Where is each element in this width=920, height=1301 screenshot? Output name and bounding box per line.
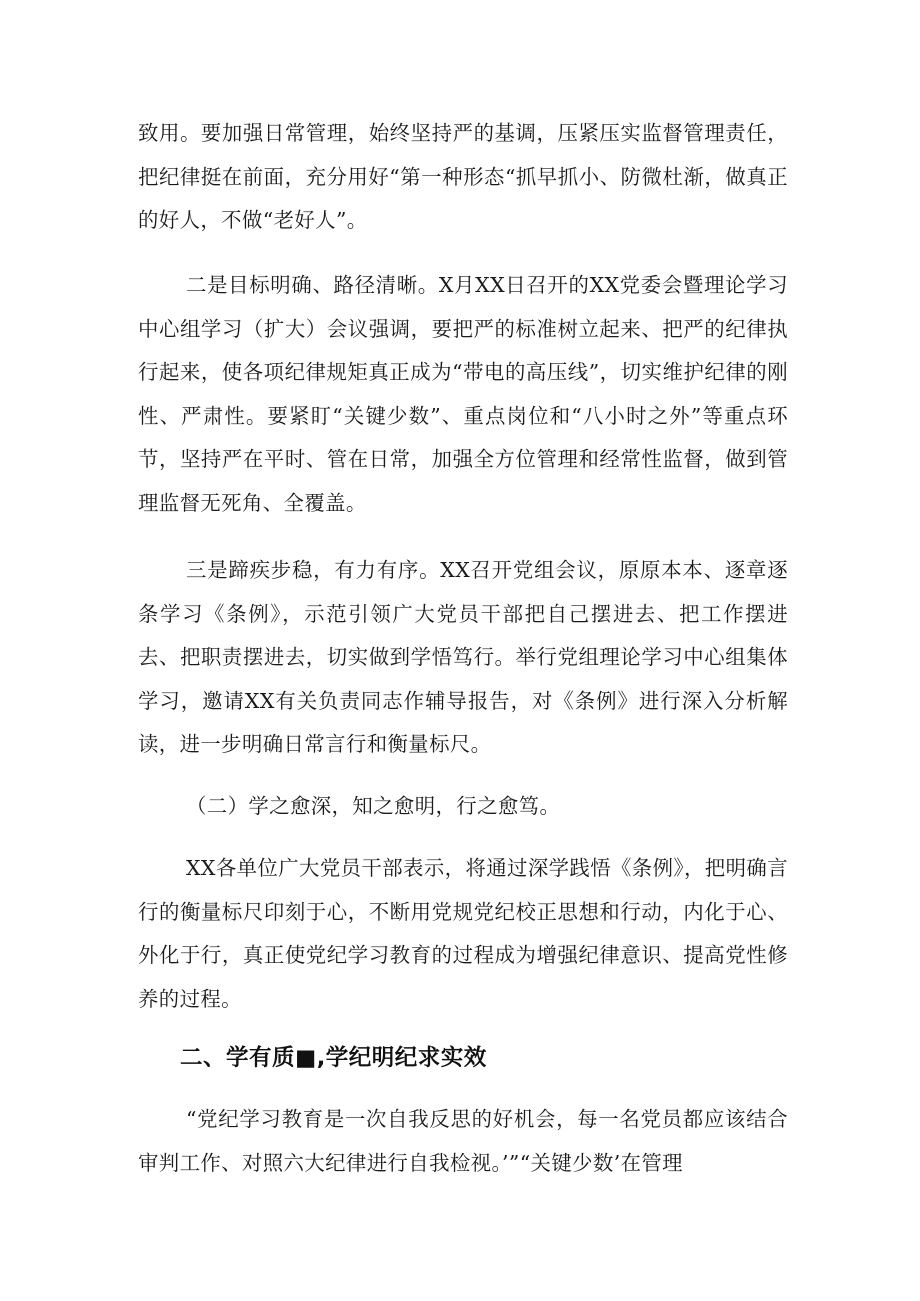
paragraph-members-express: XX各单位广大党员干部表示，将通过深学践悟《条例》，把明确言行的衡量标尺印刻于心，不断用党规党纪校正思想和行动，内化于心、外化于行，真正使党纪学习教育的过程成为增强纪律意识、提高党性修养的过程。	[138, 856, 788, 1011]
paragraph-goal-path: 二是目标明确、路径清晰。X月XX日召开的XX党委会暨理论学习中心组学习（扩大）会议强调，要把严的标准树立起来、把严的纪律执行起来，使各项纪律规矩真正成为“带电的高压线”，切实维护纪律的刚性、严肃性。要紧盯“关键少数”、重点岗位和“八小时之外”等重点环节，坚持严在平时、管在日常，加强全方位管理和经常性监督，做到管理监督无死角、全覆盖。	[138, 273, 788, 515]
section-heading: 二、学有质■,学纪明纪求实效	[180, 1045, 487, 1071]
paragraph-steady-steps: 三是蹄疾步稳，有力有序。XX召开党组会议，原原本本、逐章逐条学习《条例》，示范引领广大党员干部把自己摆进去、把工作摆进去、把职责摆进去，切实做到学悟笃行。举行党组理论学习中心组集体学习，邀请XX有关负责同志作辅导报告，对《条例》进行深入分析解读，进一步明确日常言行和衡量标尺。	[138, 558, 788, 757]
paragraph-continued: 致用。要加强日常管理，始终坚持严的基调，压紧压实监督管理责任，把纪律挺在前面，充分用好“第一种形态“抓早抓小、防微杜渐，做真正的好人，不做“老好人”。	[138, 121, 788, 233]
paragraph-quote: “党纪学习教育是一次自我反思的好机会，每一名党员都应该结合审判工作、对照六大纪律进行自我检视。’”“关键少数’在管理	[138, 1107, 788, 1175]
subheading-learn-deeper: （二）学之愈深，知之愈明，行之愈笃。	[186, 794, 561, 818]
